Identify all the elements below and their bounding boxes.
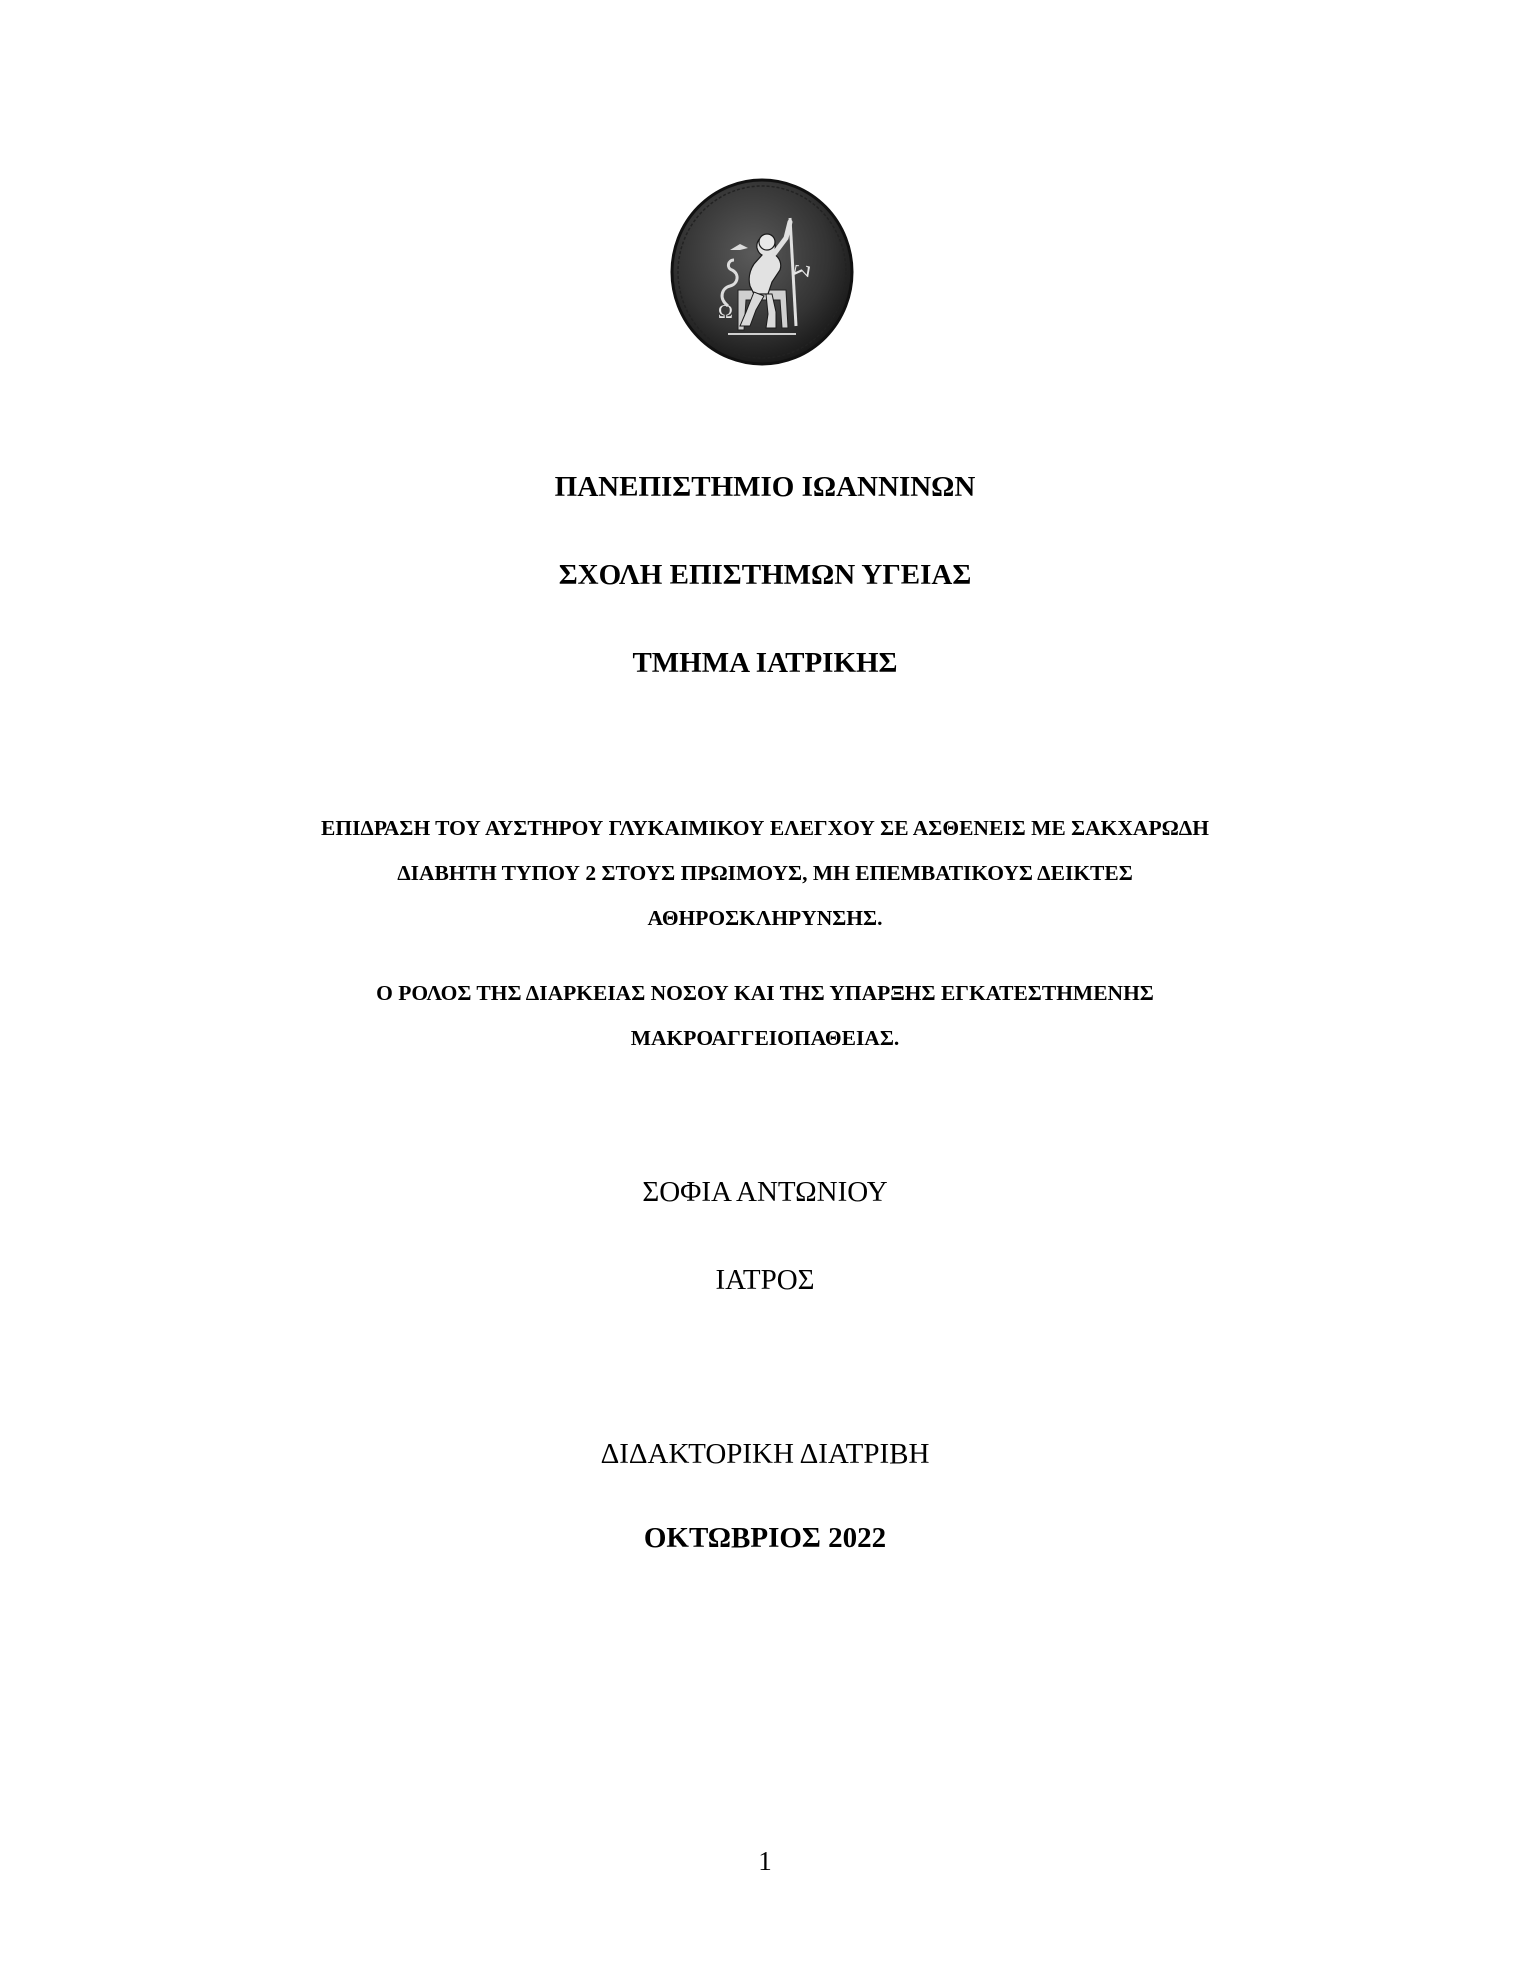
title-line-3: ΑΘΗΡΟΣΚΛΗΡΥΝΣΗΣ. <box>647 906 883 930</box>
university-name: ΠΑΝΕΠΙΣΤΗΜΙΟ ΙΩΑΝΝΙΝΩΝ <box>554 471 976 503</box>
school-name: ΣΧΟΛΗ ΕΠΙΣΤΗΜΩΝ ΥΓΕΙΑΣ <box>558 559 972 591</box>
document-type: ΔΙΔΑΚΤΟΡΙΚΗ ΔΙΑΤΡΙΒΗ <box>600 1438 930 1470</box>
page-number: 1 <box>758 1846 772 1876</box>
department-name: ΤΜΗΜΑ ΙΑΤΡΙΚΗΣ <box>632 647 898 679</box>
university-seal-icon <box>668 178 856 366</box>
document-date: ΟΚΤΩΒΡΙΟΣ 2022 <box>643 1522 887 1554</box>
subtitle-line-1: Ο ΡΟΛΟΣ ΤΗΣ ΔΙΑΡΚΕΙΑΣ ΝΟΣΟΥ ΚΑΙ ΤΗΣ ΥΠΑΡΞΗΣ ΕΓΚΑΤΕΣΤΗΜΕΝΗΣ <box>376 981 1154 1005</box>
title-line-2: ΔΙΑΒΗΤΗ ΤΥΠΟΥ 2 ΣΤΟΥΣ ΠΡΩΙΜΟΥΣ, ΜΗ ΕΠΕΜΒΑΤΙΚΟΥΣ ΔΕΙΚΤΕΣ <box>397 861 1133 885</box>
author-profession: ΙΑΤΡΟΣ <box>715 1264 815 1296</box>
svg-text:Ω: Ω <box>718 301 733 323</box>
title-line-1: ΕΠΙΔΡΑΣΗ ΤΟΥ ΑΥΣΤΗΡΟΥ ΓΛΥΚΑΙΜΙΚΟΥ ΕΛΕΓΧΟΥ ΣΕ ΑΣΘΕΝΕΙΣ ΜΕ ΣΑΚΧΑΡΩΔΗ <box>321 816 1209 840</box>
svg-text:Σ: Σ <box>788 261 816 279</box>
subtitle-line-2: ΜΑΚΡΟΑΓΓΕΙΟΠΑΘΕΙΑΣ. <box>630 1026 900 1050</box>
author-name: ΣΟΦΙΑ ΑΝΤΩΝΙΟΥ <box>642 1176 888 1208</box>
